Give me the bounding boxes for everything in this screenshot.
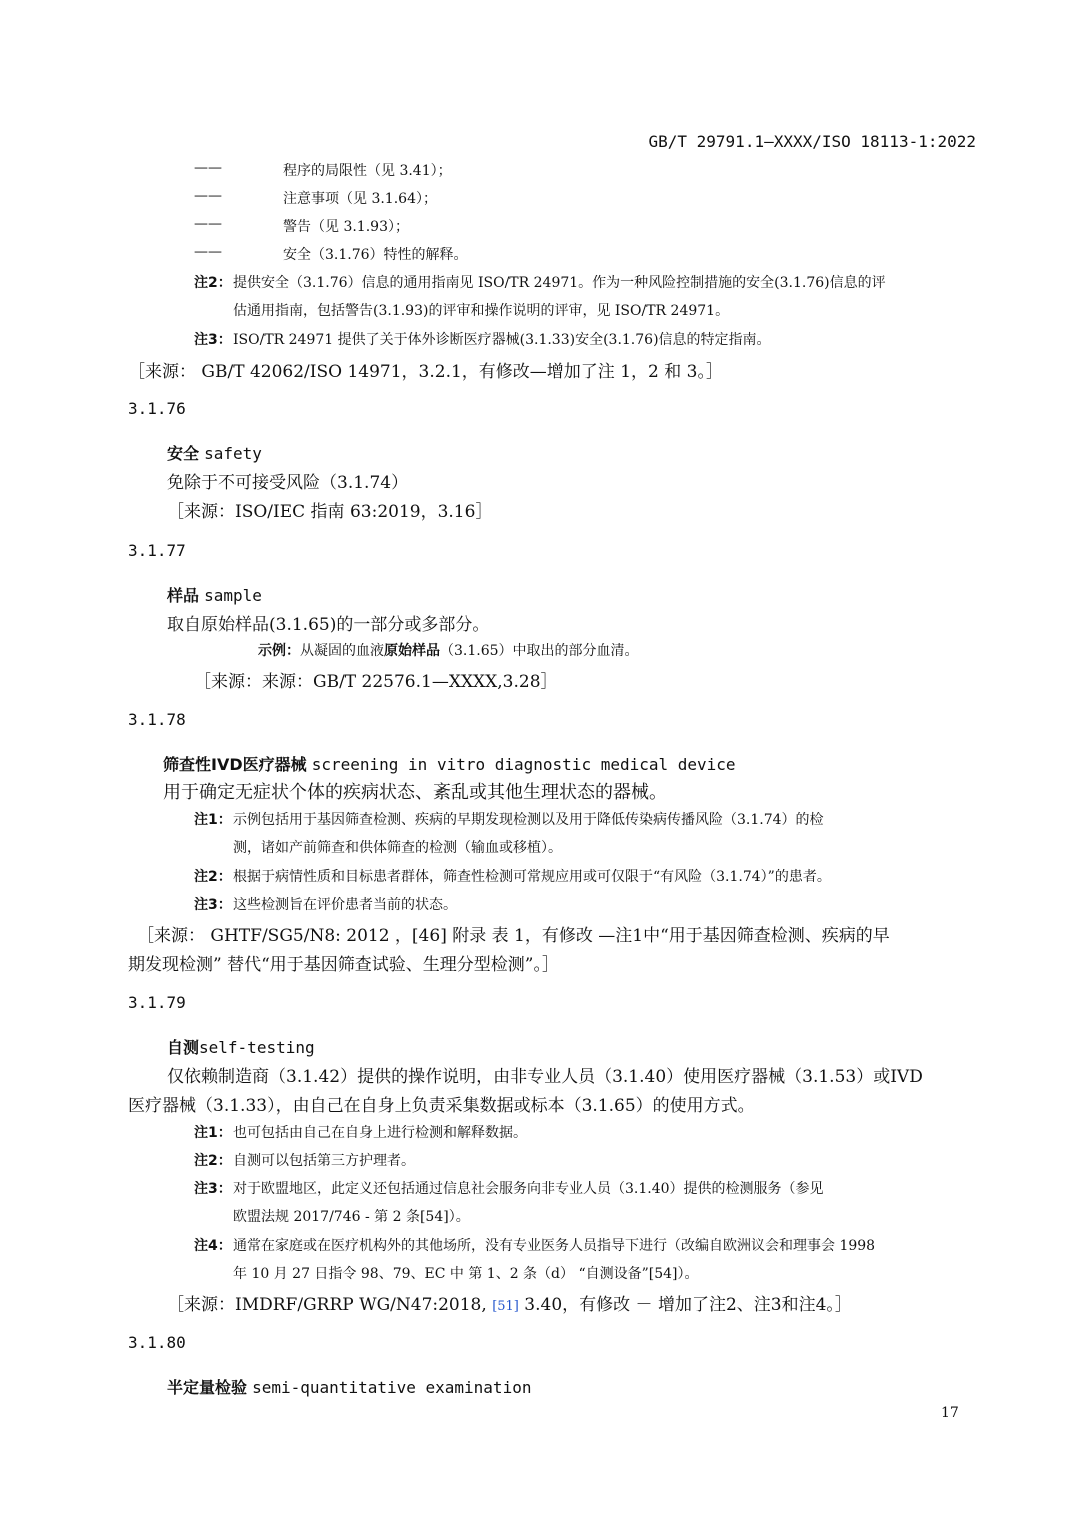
clause-number: 3.1.80 bbox=[128, 1333, 186, 1352]
example bbox=[258, 640, 639, 660]
term-title bbox=[167, 1375, 531, 1398]
term-cn: 半定量检验 bbox=[167, 1378, 248, 1397]
list-item: 安全（3.1.76）特性的解释。 bbox=[283, 247, 468, 263]
term-en: screening in vitro diagnostic medical device bbox=[311, 755, 736, 774]
definition: 免除于不可接受风险（3.1.74） bbox=[167, 473, 409, 493]
list-item: 注意事项（见 3.1.64）； bbox=[283, 191, 437, 207]
note-text: 通常在家庭或在医疗机构外的其他场所，没有专业医务人员指导下进行（改编自欧洲议会和理事会 1998 bbox=[233, 1238, 876, 1254]
note-text: ISO/TR 24971 提供了关于体外诊断医疗器械(3.1.33)安全(3.1.76)信息的特定指南。 bbox=[233, 332, 771, 348]
source-text: 3.40，有修改 － 增加了注2、注3和注4。］ bbox=[518, 1295, 852, 1315]
note-label: 注4： bbox=[194, 1238, 232, 1254]
source-citation: 期发现检测” 替代“用于基因筛查试验、生理分型检测”。］ bbox=[128, 955, 559, 975]
term-title bbox=[167, 441, 262, 464]
note-text: 对于欧盟地区，此定义还包括通过信息社会服务向非专业人员（3.1.40）提供的检测服务（参见 bbox=[233, 1181, 824, 1197]
list-dash: —— bbox=[194, 216, 222, 232]
page-number: 17 bbox=[941, 1405, 959, 1421]
source-citation bbox=[167, 1290, 852, 1315]
term-en: self-testing bbox=[199, 1038, 315, 1057]
definition: 用于确定无症状个体的疾病状态、紊乱或其他生理状态的器械。 bbox=[163, 782, 667, 803]
list-item: 程序的局限性（见 3.41）； bbox=[283, 163, 452, 179]
source-citation: ［来源：来源：GB/T 22576.1—XXXX,3.28］ bbox=[194, 672, 558, 692]
term-title bbox=[163, 752, 736, 775]
term-en: semi-quantitative examination bbox=[252, 1378, 532, 1397]
source-text: ［来源：IMDRF/GRRP WG/N47:2018, bbox=[167, 1295, 493, 1315]
note-text: 欧盟法规 2017/746 - 第 2 条[54]）。 bbox=[233, 1209, 470, 1225]
reference-link[interactable]: [51] bbox=[492, 1299, 519, 1314]
term-title bbox=[167, 583, 262, 606]
list-dash: —— bbox=[194, 188, 222, 204]
note-text: 示例包括用于基因筛查检测、疾病的早期发现检测以及用于降低传染病传播风险（3.1.74）的检 bbox=[233, 812, 824, 828]
term-cn: 筛查性IVD医疗器械 bbox=[163, 755, 307, 774]
document-header-code: GB/T 29791.1—XXXX/ISO 18113-1:2022 bbox=[648, 132, 976, 151]
clause-number: 3.1.76 bbox=[128, 399, 186, 418]
note-label: 注2： bbox=[194, 869, 232, 885]
note-text: 也可包括由自己在自身上进行检测和解释数据。 bbox=[233, 1125, 527, 1141]
source-citation: ［来源：ISO/IEC 指南 63:2019，3.16］ bbox=[167, 502, 493, 522]
note-label: 注1： bbox=[194, 1125, 232, 1141]
definition: 医疗器械（3.1.33），由自己在自身上负责采集数据或标本（3.1.65）的使用方式。 bbox=[128, 1096, 755, 1116]
note-text: 测，诸如产前筛查和供体筛查的检测（输血或移植）。 bbox=[233, 840, 562, 856]
list-item: 警告（见 3.1.93）； bbox=[283, 219, 409, 235]
term-cn: 样品 bbox=[167, 586, 200, 605]
note-label: 注2： bbox=[194, 275, 232, 291]
note-text: 这些检测旨在评价患者当前的状态。 bbox=[233, 897, 457, 913]
note-text: 年 10 月 27 日指令 98、79、EC 中 第 1、2 条（d） “自测设备”[54]）。 bbox=[233, 1266, 699, 1282]
note-text: 估通用指南，包括警告(3.1.93)的评审和操作说明的评审，见 ISO/TR 24971。 bbox=[233, 303, 730, 319]
term-en: sample bbox=[204, 586, 262, 605]
note-text: 自测可以包括第三方护理者。 bbox=[233, 1153, 415, 1169]
term-en: safety bbox=[204, 444, 262, 463]
example-text: 从凝固的血液 bbox=[300, 643, 384, 659]
source-citation: ［来源： GHTF/SG5/N8: 2012 ，[46] 附录 表 1，有修改 —注1中“用于基因筛查检测、疾病的早 bbox=[137, 926, 890, 946]
note-label: 注2： bbox=[194, 1153, 232, 1169]
example-label: 示例： bbox=[258, 643, 300, 659]
list-dash: —— bbox=[194, 244, 222, 260]
clause-number: 3.1.78 bbox=[128, 710, 186, 729]
note-text: 提供安全（3.1.76）信息的通用指南见 ISO/TR 24971。作为一种风险控制措施的安全(3.1.76)信息的评 bbox=[233, 275, 886, 291]
example-text: （3.1.65）中取出的部分血清。 bbox=[440, 643, 639, 659]
definition: 取自原始样品(3.1.65)的一部分或多部分。 bbox=[167, 615, 490, 635]
definition: 仅依赖制造商（3.1.42）提供的操作说明，由非专业人员（3.1.40）使用医疗器械（3.1.53）或IVD bbox=[167, 1067, 923, 1087]
term-cn: 自测 bbox=[167, 1038, 200, 1057]
term-title bbox=[167, 1035, 315, 1058]
note-text: 根据于病情性质和目标患者群体，筛查性检测可常规应用或可仅限于“有风险（3.1.74）”的患者。 bbox=[233, 869, 831, 885]
list-dash: —— bbox=[194, 160, 222, 176]
note-label: 注3： bbox=[194, 1181, 232, 1197]
note-label: 注3： bbox=[194, 897, 232, 913]
clause-number: 3.1.77 bbox=[128, 541, 186, 560]
note-label: 注1： bbox=[194, 812, 232, 828]
source-citation: ［来源： GB/T 42062/ISO 14971，3.2.1，有修改—增加了注 1，2 和 3。］ bbox=[128, 362, 723, 382]
note-label: 注3： bbox=[194, 332, 232, 348]
term-cn: 安全 bbox=[167, 444, 200, 463]
example-term: 原始样品 bbox=[384, 643, 440, 659]
clause-number: 3.1.79 bbox=[128, 993, 186, 1012]
